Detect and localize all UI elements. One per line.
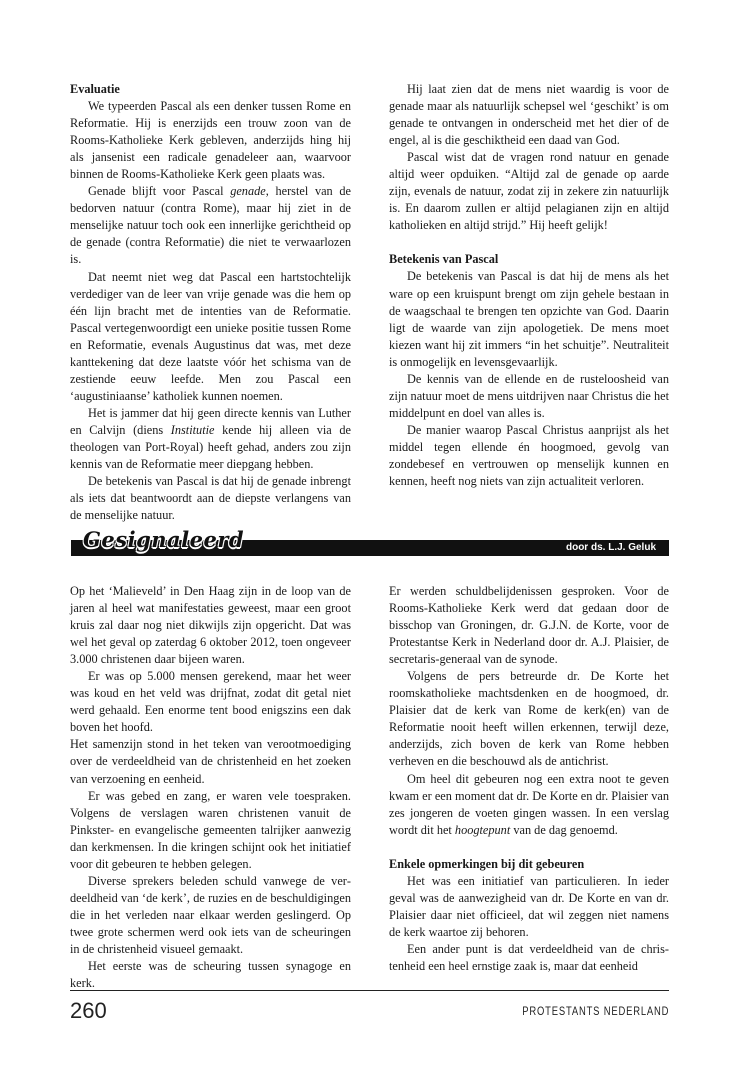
paragraph: Er werden schuldbelijdenissen gesproken. Voor de Rooms-Katholieke Kerk werd dat gedaan door de bisschop van Groningen, dr. G.J.N. de Korte, voor de Protestantse Kerk in Nederland door dr. A.J. Plaisier, de secretaris-generaal van de synode. [389, 584, 669, 667]
paragraph: Dat neemt niet weg dat Pascal een hartstochtelijk verdediger van de leer van vrije genade was die hem op één lijn bracht met de intenties van de Reformatie. Pascal vertegenwoordigt een unieke positie tussen Rome en Reformatie, evenals Augustinus dat was, met deze kanttekening dat deze laatste vóór het schisma van de zestiende eeuw leefde. Men zou Pascal een ‘augustiniaanse’ katholiek kunnen noemen. [70, 269, 351, 403]
paragraph: Op het ‘Malieveld’ in Den Haag zijn in de loop van de jaren al heel wat manifestaties geweest, maar een groot kruis zal daar nog niet dikwijls zijn opgericht. Dat was wel het geval op zaterdag 6 oktober 2012, toen ongeveer 3.000 christenen daar bijeen waren. [70, 584, 351, 667]
paragraph: We typeerden Pascal als een denker tussen Rome en Reformatie. Hij is enerzijds een trouw zoon van de Rooms-Katholieke Kerk gebleven, anderzijds hing hij als jansenist een radicale genadeleer aan, waarvoor binnen de Rooms-Katholieke Kerk geen plaats was. [70, 99, 351, 182]
paragraph: Het samenzijn stond in het teken van verootmoediging over de verdeeldheid van de christenheid en het zoeken van verzoening en eenheid. [70, 737, 351, 786]
banner-byline: door ds. L.J. Geluk [565, 542, 656, 553]
article-top-left-column [70, 81, 351, 524]
paragraph: Hij laat zien dat de mens niet waardig is voor de genade maar als natuurlijk schepsel wel ‘geschikt’ is om genade te ontvangen in onderscheid met het dier of de engel, al is die geschiktheid een daad van God. [389, 82, 669, 148]
article-bottom-right-column [389, 583, 669, 975]
footer-rule [70, 990, 669, 991]
paragraph: Er was gebed en zang, er waren vele toespraken. Volgens de verslagen waren christenen vanuit de Pinkster- en evangelische gemeenten talrijker aanwezig dan kerkmensen. In die kringen schijnt ook het initiatief voor dit gebeuren te hebben gelegen. [70, 788, 351, 871]
publication-name: PROTESTANTS NEDERLAND [522, 1006, 669, 1018]
section-heading-betekenis: Betekenis van Pascal [389, 252, 499, 267]
paragraph: Het was een initiatief van particulieren. In ieder geval was de aanwezigheid van dr. De Korte en van dr. Plaisier daar niet officieel, dat wil zeggen niet namens de kerk waartoe zij behoren. [389, 873, 669, 939]
paragraph: De manier waarop Pascal Christus aanprijst als het middel tegen ellende én hoogmoed, gevolg van zondebesef en vertrouwen op menselijk kunnen en kennen, heeft nog niets van zijn actualiteit verloren. [389, 422, 669, 489]
page-number: 260 [70, 998, 107, 1023]
article-bottom-left-column [70, 583, 351, 992]
section-heading-opmerkingen: Enkele opmerkingen bij dit gebeuren [389, 856, 585, 871]
section-heading-evaluatie: Evaluatie [70, 82, 120, 96]
paragraph: Volgens de pers betreurde dr. De Korte het roomskatholieke machtsdenken en de hoogmoed, dr. Plaisier dat de kerk van Rome de kerk(en) van de Reformatie nooit heeft willen erkennen, terwijl deze, anderzijds, zich boven de kerk van Rome hebben verheven en die beschouwd als de antichrist. [389, 669, 669, 769]
paragraph: Een ander punt is dat verdeeldheid van de christenheid een heel ernstige zaak is, maar dat eenheid [389, 941, 669, 973]
paragraph: Het is jammer dat hij geen directe kennis van Luther en Calvijn (diens Institutie kende hij alleen via de theologen van Port-Royal) heeft gehad, anders zou zijn kennis van de Reformatie meer diepgang hebben. [70, 405, 352, 472]
paragraph: Pascal wist dat de vragen rond natuur en genade altijd weer opduiken. “Altijd zal de genade op aarde zijn, evenals de natuur, zodat zij in zekere zin natuurlijk is. En daarom zullen er altijd pelagianen zijn en altijd katholieken en altijd strijd.” Hij heeft gelijk! [389, 150, 669, 233]
paragraph: Om heel dit gebeuren nog een extra noot te geven kwam er een moment dat dr. De Korte en dr. Plaisier van zes jongeren de voeten gingen wassen. In een verslag wordt dit het hoogtepunt van de dag genoemd. [389, 771, 669, 837]
paragraph: Het eerste was de scheuring tussen synagoge en kerk. [70, 959, 351, 991]
article-top-right-column [389, 81, 669, 490]
paragraph: De betekenis van Pascal is dat hij de mens als het ware op een kruispunt brengt om zijn gehele bestaan in de waagschaal te brengen ten opzichte van God. Daarin ligt de waarde van zijn apologetiek. De mens moet kiezen want hij zit immers “in het schuitje”. Neutraliteit is onmogelijk en levensgevaarlijk. [389, 269, 669, 369]
paragraph: Er was op 5.000 mensen gerekend, maar het weer was koud en het veld was drijfnat, zodat dit getal niet werd gehaald. Een enorme tent bood enigszins een dak boven het hoofd. [70, 669, 351, 735]
paragraph: De betekenis van Pascal is dat hij de genade inbrengt als iets dat beantwoordt aan de diepste verlangens van de menselijke natuur. [70, 474, 351, 523]
paragraph: Diverse sprekers beleden schuld vanwege de verdeeldheid van ‘de kerk’, de ruzies en de beschuldigingen die in het verleden naar elkaar werden geslingerd. Op twee grote schermen werd ook iets van de scheuringen in de christenheid visueel gemaakt. [70, 873, 351, 956]
paragraph: De kennis van de ellende en de rusteloosheid van zijn natuur moet de mens uitdrijven naar Christus die het middelpunt en doel van alles is. [389, 371, 669, 420]
paragraph: Genade blijft voor Pascal genade, herstel van de bedorven natuur (contra Rome), maar hij ziet in de menselijke natuur toch ook een innerlijke gerichtheid op de genade (contra Reformatie) die niet te verwaarlozen is. [70, 184, 351, 267]
banner-title: Gesignaleerd [83, 527, 245, 552]
